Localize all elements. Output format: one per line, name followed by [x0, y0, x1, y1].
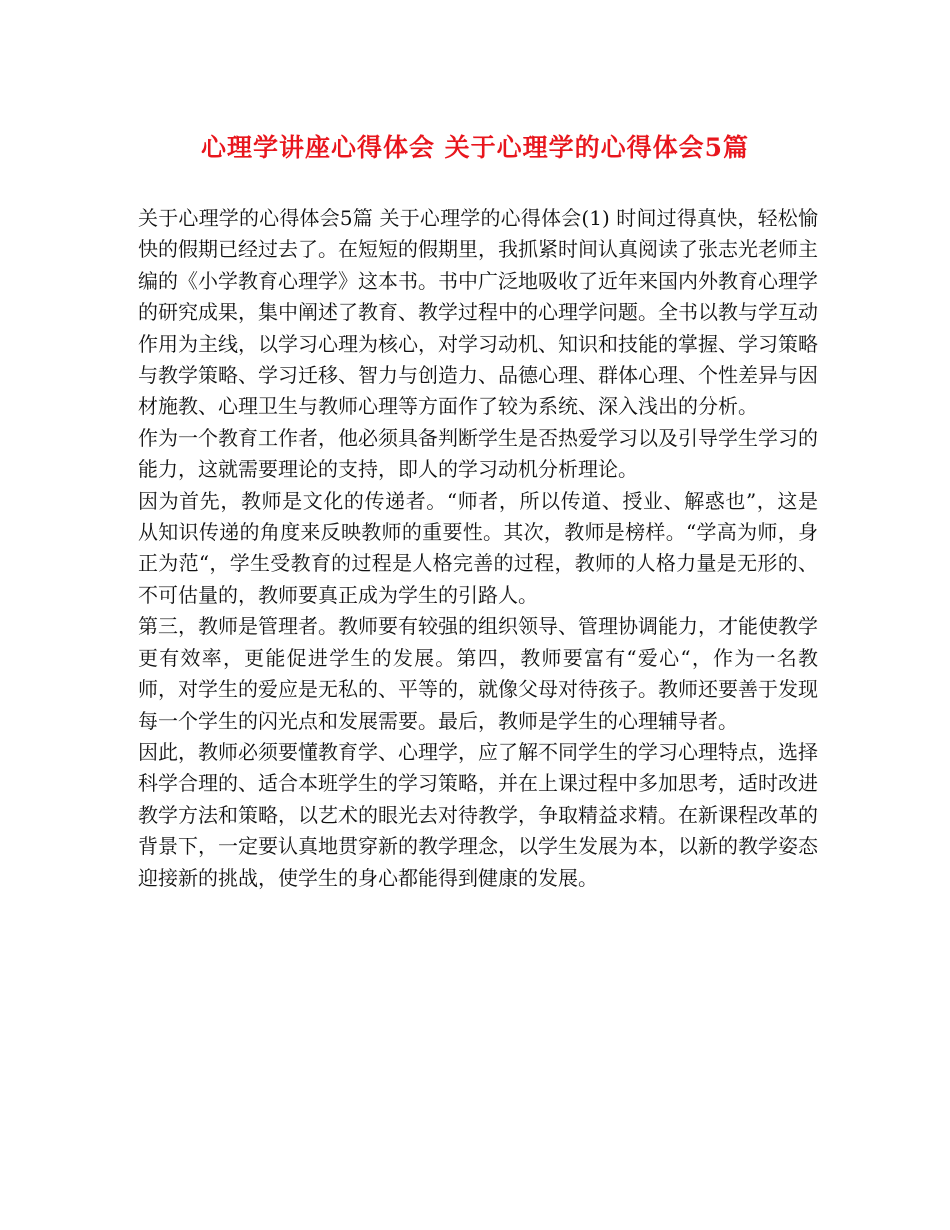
paragraph-4: 第三，教师是管理者。教师要有较强的组织领导、管理协调能力，才能使教学更有效率，更能促进学生的发展。第四，教师要富有“爱心“，作为一名教师，对学生的爱应是无私的、平等的，就像父母对待孩子。教师还要善于发现每一个学生的闪光点和发展需要。最后，教师是学生的心理辅导者。 [138, 614, 818, 733]
paragraph-1: 关于心理学的心得体会5篇 关于心理学的心得体会(1) 时间过得真快，轻松愉快的假期已经过去了。在短短的假期里，我抓紧时间认真阅读了张志光老师主编的《小学教育心理学》这本书。书中广泛地吸收了近年来国内外教育心理学的研究成果，集中阐述了教育、教学过程中的心理学问题。全书以教与学互动作用为主线，以学习心理为核心，对学习动机、知识和技能的掌握、学习策略与教学策略、学习迁移、智力与创造力、品德心理、群体心理、个性差异与因材施教、心理卫生与教师心理等方面作了较为系统、深入浅出的分析。 [138, 206, 818, 419]
paragraph-2: 作为一个教育工作者，他必须具备判断学生是否热爱学习以及引导学生学习的能力，这就需要理论的支持，即人的学习动机分析理论。 [138, 425, 818, 482]
document-body [138, 203, 818, 894]
document-title: 心理学讲座心得体会 关于心理学的心得体会5篇 [200, 133, 750, 162]
paragraph-5: 因此，教师必须要懂教育学、心理学，应了解不同学生的学习心理特点，选择科学合理的、适合本班学生的学习策略，并在上课过程中多加思考，适时改进教学方法和策略，以艺术的眼光去对待教学，争取精益求精。在新课程改革的背景下，一定要认真地贯穿新的教学理念，以学生发展为本，以新的教学姿态迎接新的挑战，使学生的身心都能得到健康的发展。 [138, 739, 818, 890]
paragraph-3: 因为首先，教师是文化的传递者。“师者，所以传道、授业、解惑也”，这是从知识传递的角度来反映教师的重要性。其次，教师是榜样。“学高为师，身正为范“，学生受教育的过程是人格完善的过程，教师的人格力量是无形的、不可估量的，教师要真正成为学生的引路人。 [138, 488, 818, 607]
